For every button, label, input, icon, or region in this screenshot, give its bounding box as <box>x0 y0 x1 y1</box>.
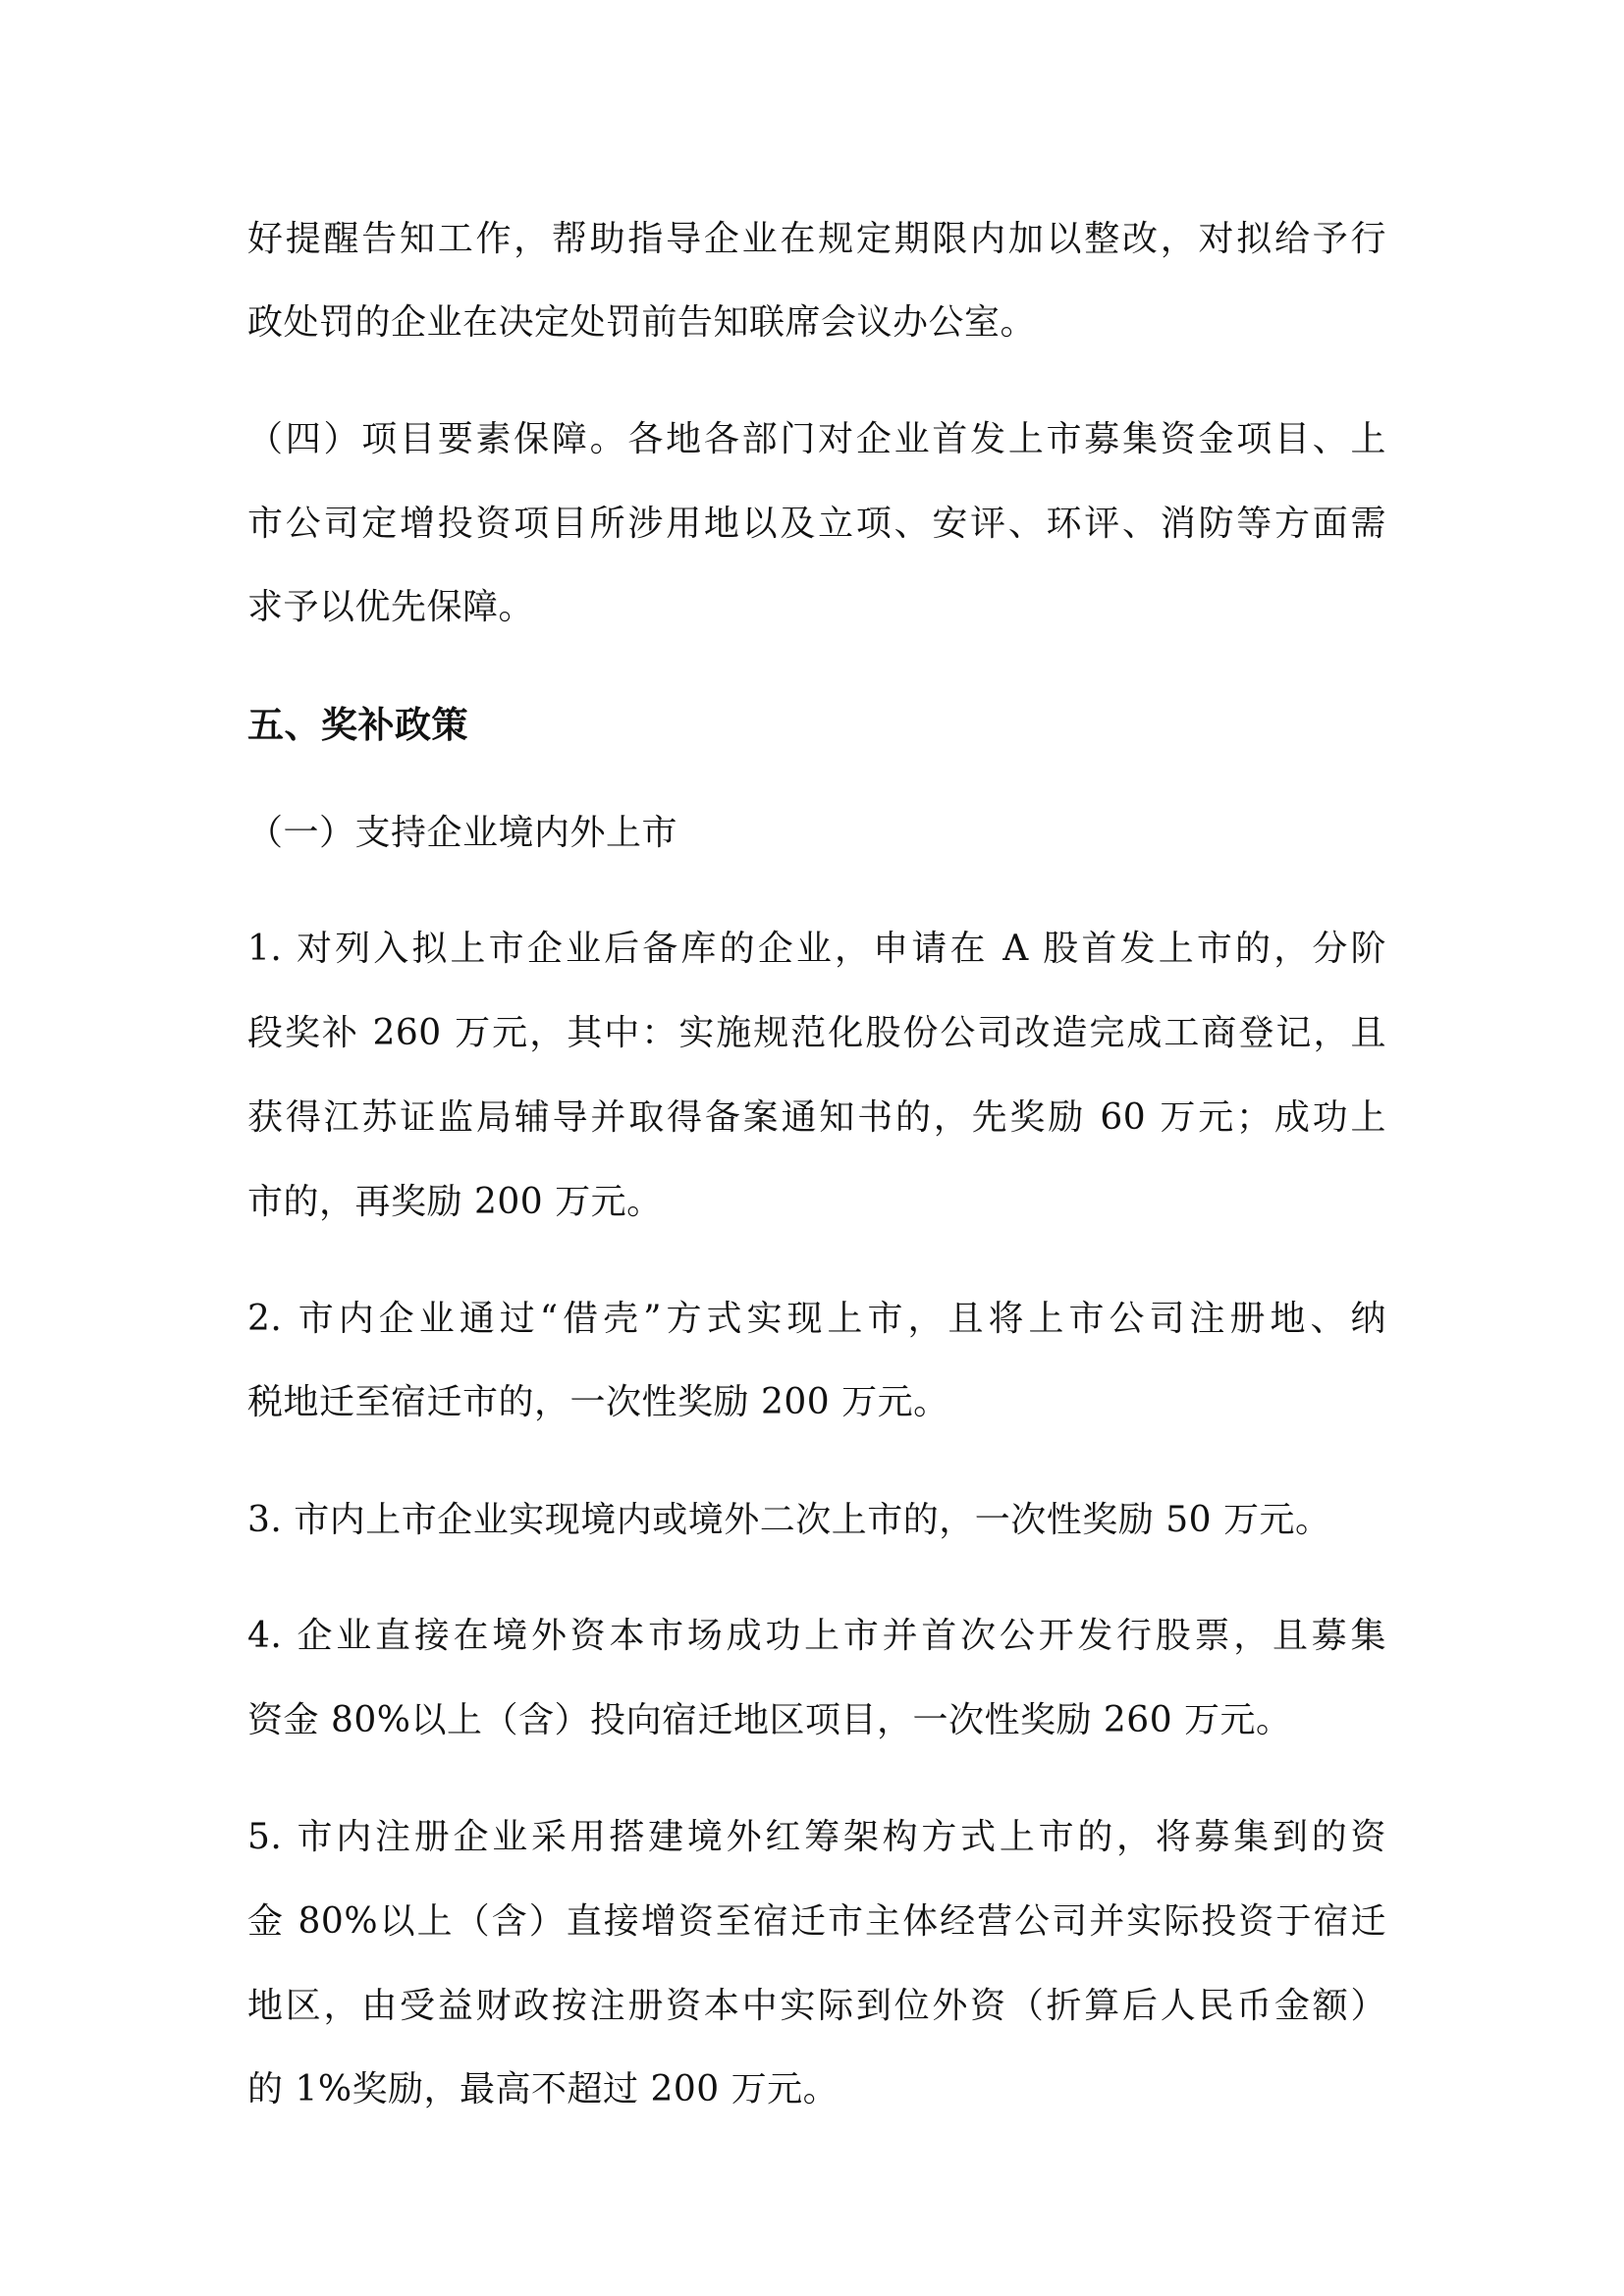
text-line: 2. 市内企业通过“借壳”方式实现上市，且将上市公司注册地、纳 <box>247 1299 1386 1339</box>
text-line: 市的，再奖励 200 万元。 <box>247 1182 663 1222</box>
text-line: 税地迁至宿迁市的，一次性奖励 200 万元。 <box>247 1382 949 1422</box>
text-line: 求予以优先保障。 <box>247 587 535 627</box>
text-line: 4. 企业直接在境外资本市场成功上市并首次公开发行股票，且募集 <box>247 1616 1386 1656</box>
text-line: 金 80%以上（含）直接增资至宿迁市主体经营公司并实际投资于宿迁 <box>247 1901 1386 1942</box>
text-line: 段奖补 260 万元，其中：实施规范化股份公司改造完成工商登记，且 <box>247 1013 1386 1053</box>
text-line: 市公司定增投资项目所涉用地以及立项、安评、环评、消防等方面需 <box>247 504 1386 544</box>
section-heading: 五、奖补政策 <box>247 704 468 746</box>
text-line: 1. 对列入拟上市企业后备库的企业，申请在 A 股首发上市的，分阶 <box>247 929 1386 969</box>
text-line: 好提醒告知工作，帮助指导企业在规定期限内加以整改，对拟给予行 <box>247 219 1386 259</box>
text-line: （四）项目要素保障。各地各部门对企业首发上市募集资金项目、上 <box>247 419 1386 459</box>
text-line: 的 1%奖励，最高不超过 200 万元。 <box>247 2069 839 2109</box>
text-line: 资金 80%以上（含）投向宿迁地区项目，一次性奖励 260 万元。 <box>247 1700 1292 1740</box>
text-line: 政处罚的企业在决定处罚前告知联席会议办公室。 <box>247 302 1037 343</box>
text-line: 获得江苏证监局辅导并取得备案通知书的，先奖励 60 万元；成功上 <box>247 1097 1386 1138</box>
subsection-heading: （一）支持企业境内外上市 <box>247 813 678 853</box>
text-line: 3. 市内上市企业实现境内或境外二次上市的，一次性奖励 50 万元。 <box>247 1500 1331 1540</box>
text-line: 地区，由受益财政按注册资本中实际到位外资（折算后人民币金额） <box>247 1986 1386 2026</box>
text-line: 5. 市内注册企业采用搭建境外红筹架构方式上市的，将募集到的资 <box>247 1817 1386 1857</box>
